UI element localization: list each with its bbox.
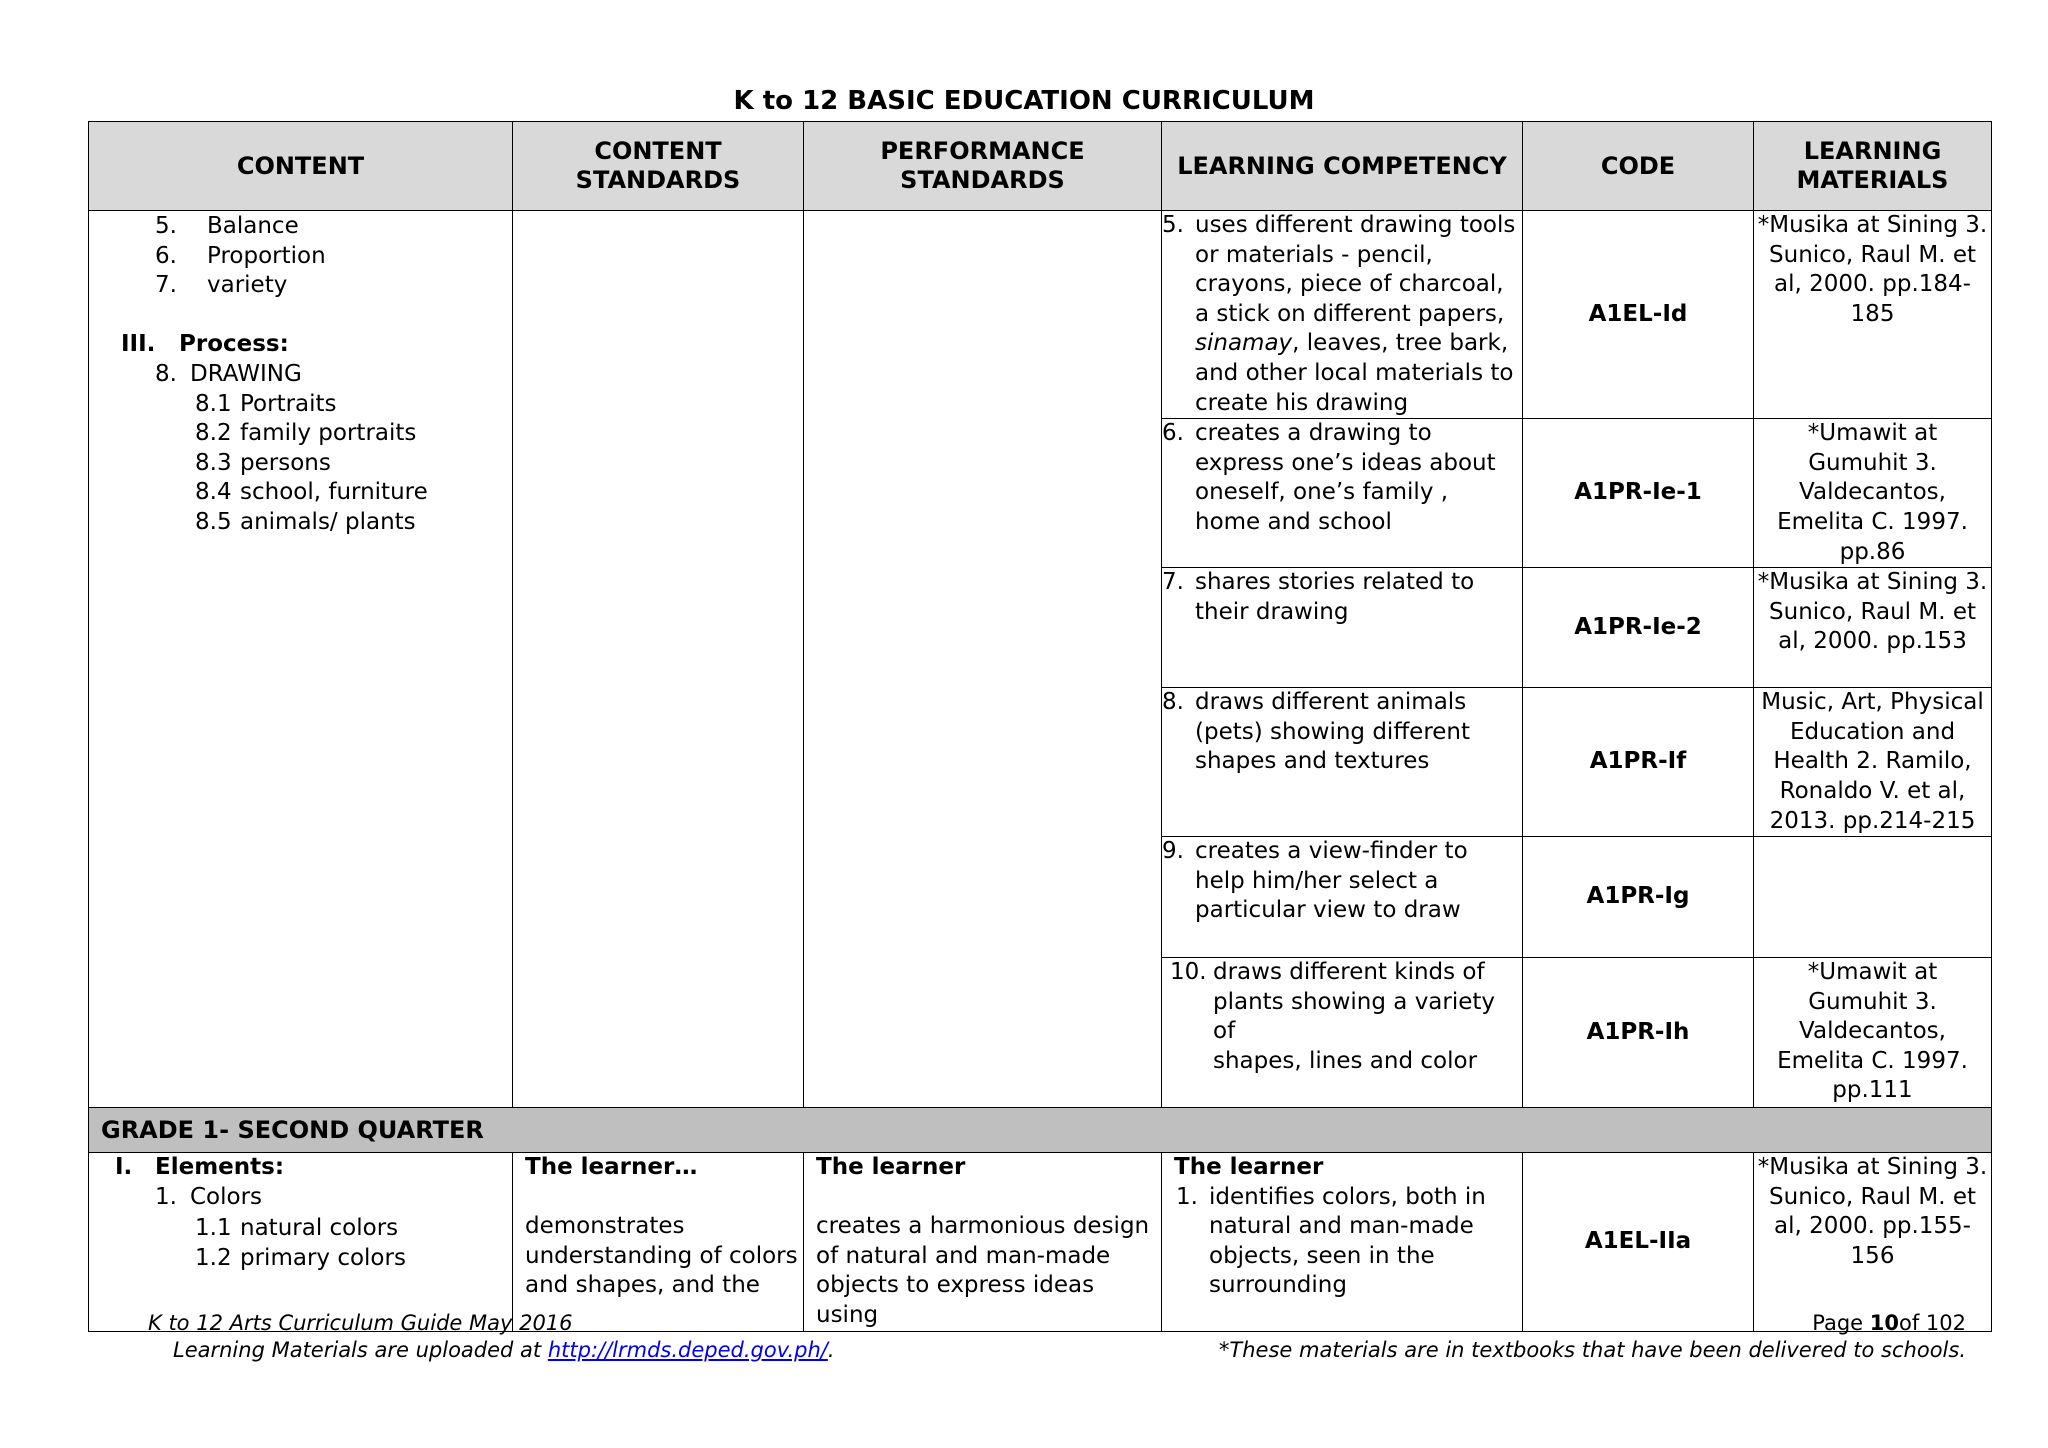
code-cell: A1EL-Id <box>1523 211 1754 419</box>
footer-page-number: Page 10of 102 <box>1812 1311 1966 1335</box>
code-cell: A1EL-IIa <box>1523 1153 1754 1332</box>
footer-uploaded: Learning Materials are uploaded at http://lrmds.deped.gov.ph/. <box>173 1338 835 1362</box>
materials-cell: *Umawit at Gumuhit 3. Valdecantos, Emelita C. 1997. pp.86 <box>1754 419 1992 568</box>
header-content: CONTENT <box>89 122 513 211</box>
competency-cell: 9. creates a view-finder to help him/her select a particular view to draw <box>1162 837 1523 958</box>
competency-cell: 10. draws different kinds of plants showing a variety of shapes, lines and color <box>1162 958 1523 1108</box>
content-sub-item: 1.1 natural colors <box>195 1215 399 1242</box>
content-cell <box>89 1153 513 1332</box>
table-row <box>89 211 1992 419</box>
content-list-item: 5. Balance <box>155 213 299 239</box>
content-standards-cell <box>513 211 804 1108</box>
competency-cell: 8. draws different animals (pets) showing different shapes and textures <box>1162 688 1523 837</box>
content-sub-item: 1.2 primary colors <box>195 1244 406 1271</box>
content-list-item: 1. Colors <box>155 1183 263 1210</box>
content-sub-item: 8.5 animals/ plants <box>195 508 416 535</box>
code-cell: A1PR-Ie-2 <box>1523 568 1754 688</box>
code-cell: A1PR-If <box>1523 688 1754 837</box>
footer-note: *These materials are in textbooks that have been delivered to schools. <box>1218 1338 1966 1362</box>
content-sub-item: 8.4 school, furniture <box>195 479 428 506</box>
curriculum-table <box>88 121 1992 1332</box>
quarter-label: GRADE 1- SECOND QUARTER <box>89 1108 1992 1153</box>
materials-cell: *Musika at Sining 3. Sunico, Raul M. et al, 2000. pp.184- 185 <box>1754 211 1992 419</box>
materials-cell: Music, Art, Physical Education and Health 2. Ramilo, Ronaldo V. et al, 2013. pp.214-215 <box>1754 688 1992 837</box>
header-learning-competency: LEARNING COMPETENCY <box>1162 122 1523 211</box>
competency-text: uses different drawing tools or materials - pencil, crayons, piece of charcoal, a stick on different papers, sinamay, leaves, tree bark, and other local materials to create his drawing <box>1195 212 1516 416</box>
performance-standards-cell: The learner creates a harmonious design of natural and man-made objects to express ideas using <box>804 1153 1162 1332</box>
table-row <box>89 1153 1992 1332</box>
code-cell: A1PR-Ie-1 <box>1523 419 1754 568</box>
content-section-heading: I. Elements: <box>115 1154 285 1181</box>
header-content-standards: CONTENT STANDARDS <box>513 122 804 211</box>
quarter-row <box>89 1108 1992 1153</box>
materials-cell <box>1754 837 1992 958</box>
competency-cell: 5. uses different drawing tools or materials - pencil, crayons, piece of charcoal, a stick on different papers, sinamay, leaves, tree bark, and other local materials to create his drawing <box>1162 211 1523 419</box>
content-sub-item: 8.2 family portraits <box>195 420 417 447</box>
content-cell <box>89 211 513 1108</box>
code-cell: A1PR-Ih <box>1523 958 1754 1108</box>
content-list-item: 8. DRAWING <box>155 360 302 387</box>
header-learning-materials: LEARNING MATERIALS <box>1754 122 1992 211</box>
document-title: K to 12 BASIC EDUCATION CURRICULUM <box>733 86 1315 116</box>
competency-cell: The learner 1. identifies colors, both in natural and man-made objects, seen in the surrounding <box>1162 1153 1523 1332</box>
content-standards-cell: The learner… demonstrates understanding of colors and shapes, and the <box>513 1153 804 1332</box>
content-list-item: 7. variety <box>155 272 288 299</box>
materials-cell: *Musika at Sining 3. Sunico, Raul M. et al, 2000. pp.153 <box>1754 568 1992 688</box>
lrmds-link[interactable]: http://lrmds.deped.gov.ph/ <box>547 1338 828 1362</box>
content-sub-item: 8.1 Portraits <box>195 390 337 417</box>
performance-standards-cell <box>804 211 1162 1108</box>
content-list-item: 6. Proportion <box>155 242 326 269</box>
materials-cell: *Musika at Sining 3. Sunico, Raul M. et al, 2000. pp.155- 156 <box>1754 1153 1992 1332</box>
table-header-row <box>89 122 1992 211</box>
header-code: CODE <box>1523 122 1754 211</box>
content-sub-item: 8.3 persons <box>195 449 331 476</box>
materials-cell: *Umawit at Gumuhit 3. Valdecantos, Emelita C. 1997. pp.111 <box>1754 958 1992 1108</box>
competency-cell: 7. shares stories related to their drawing <box>1162 568 1523 688</box>
content-section-heading: III. Process: <box>121 331 289 358</box>
competency-cell: 6. creates a drawing to express one’s ideas about oneself, one’s family , home and school <box>1162 419 1523 568</box>
code-cell: A1PR-Ig <box>1523 837 1754 958</box>
footer-guide: K to 12 Arts Curriculum Guide May 2016 <box>148 1311 573 1335</box>
header-performance-standards: PERFORMANCE STANDARDS <box>804 122 1162 211</box>
